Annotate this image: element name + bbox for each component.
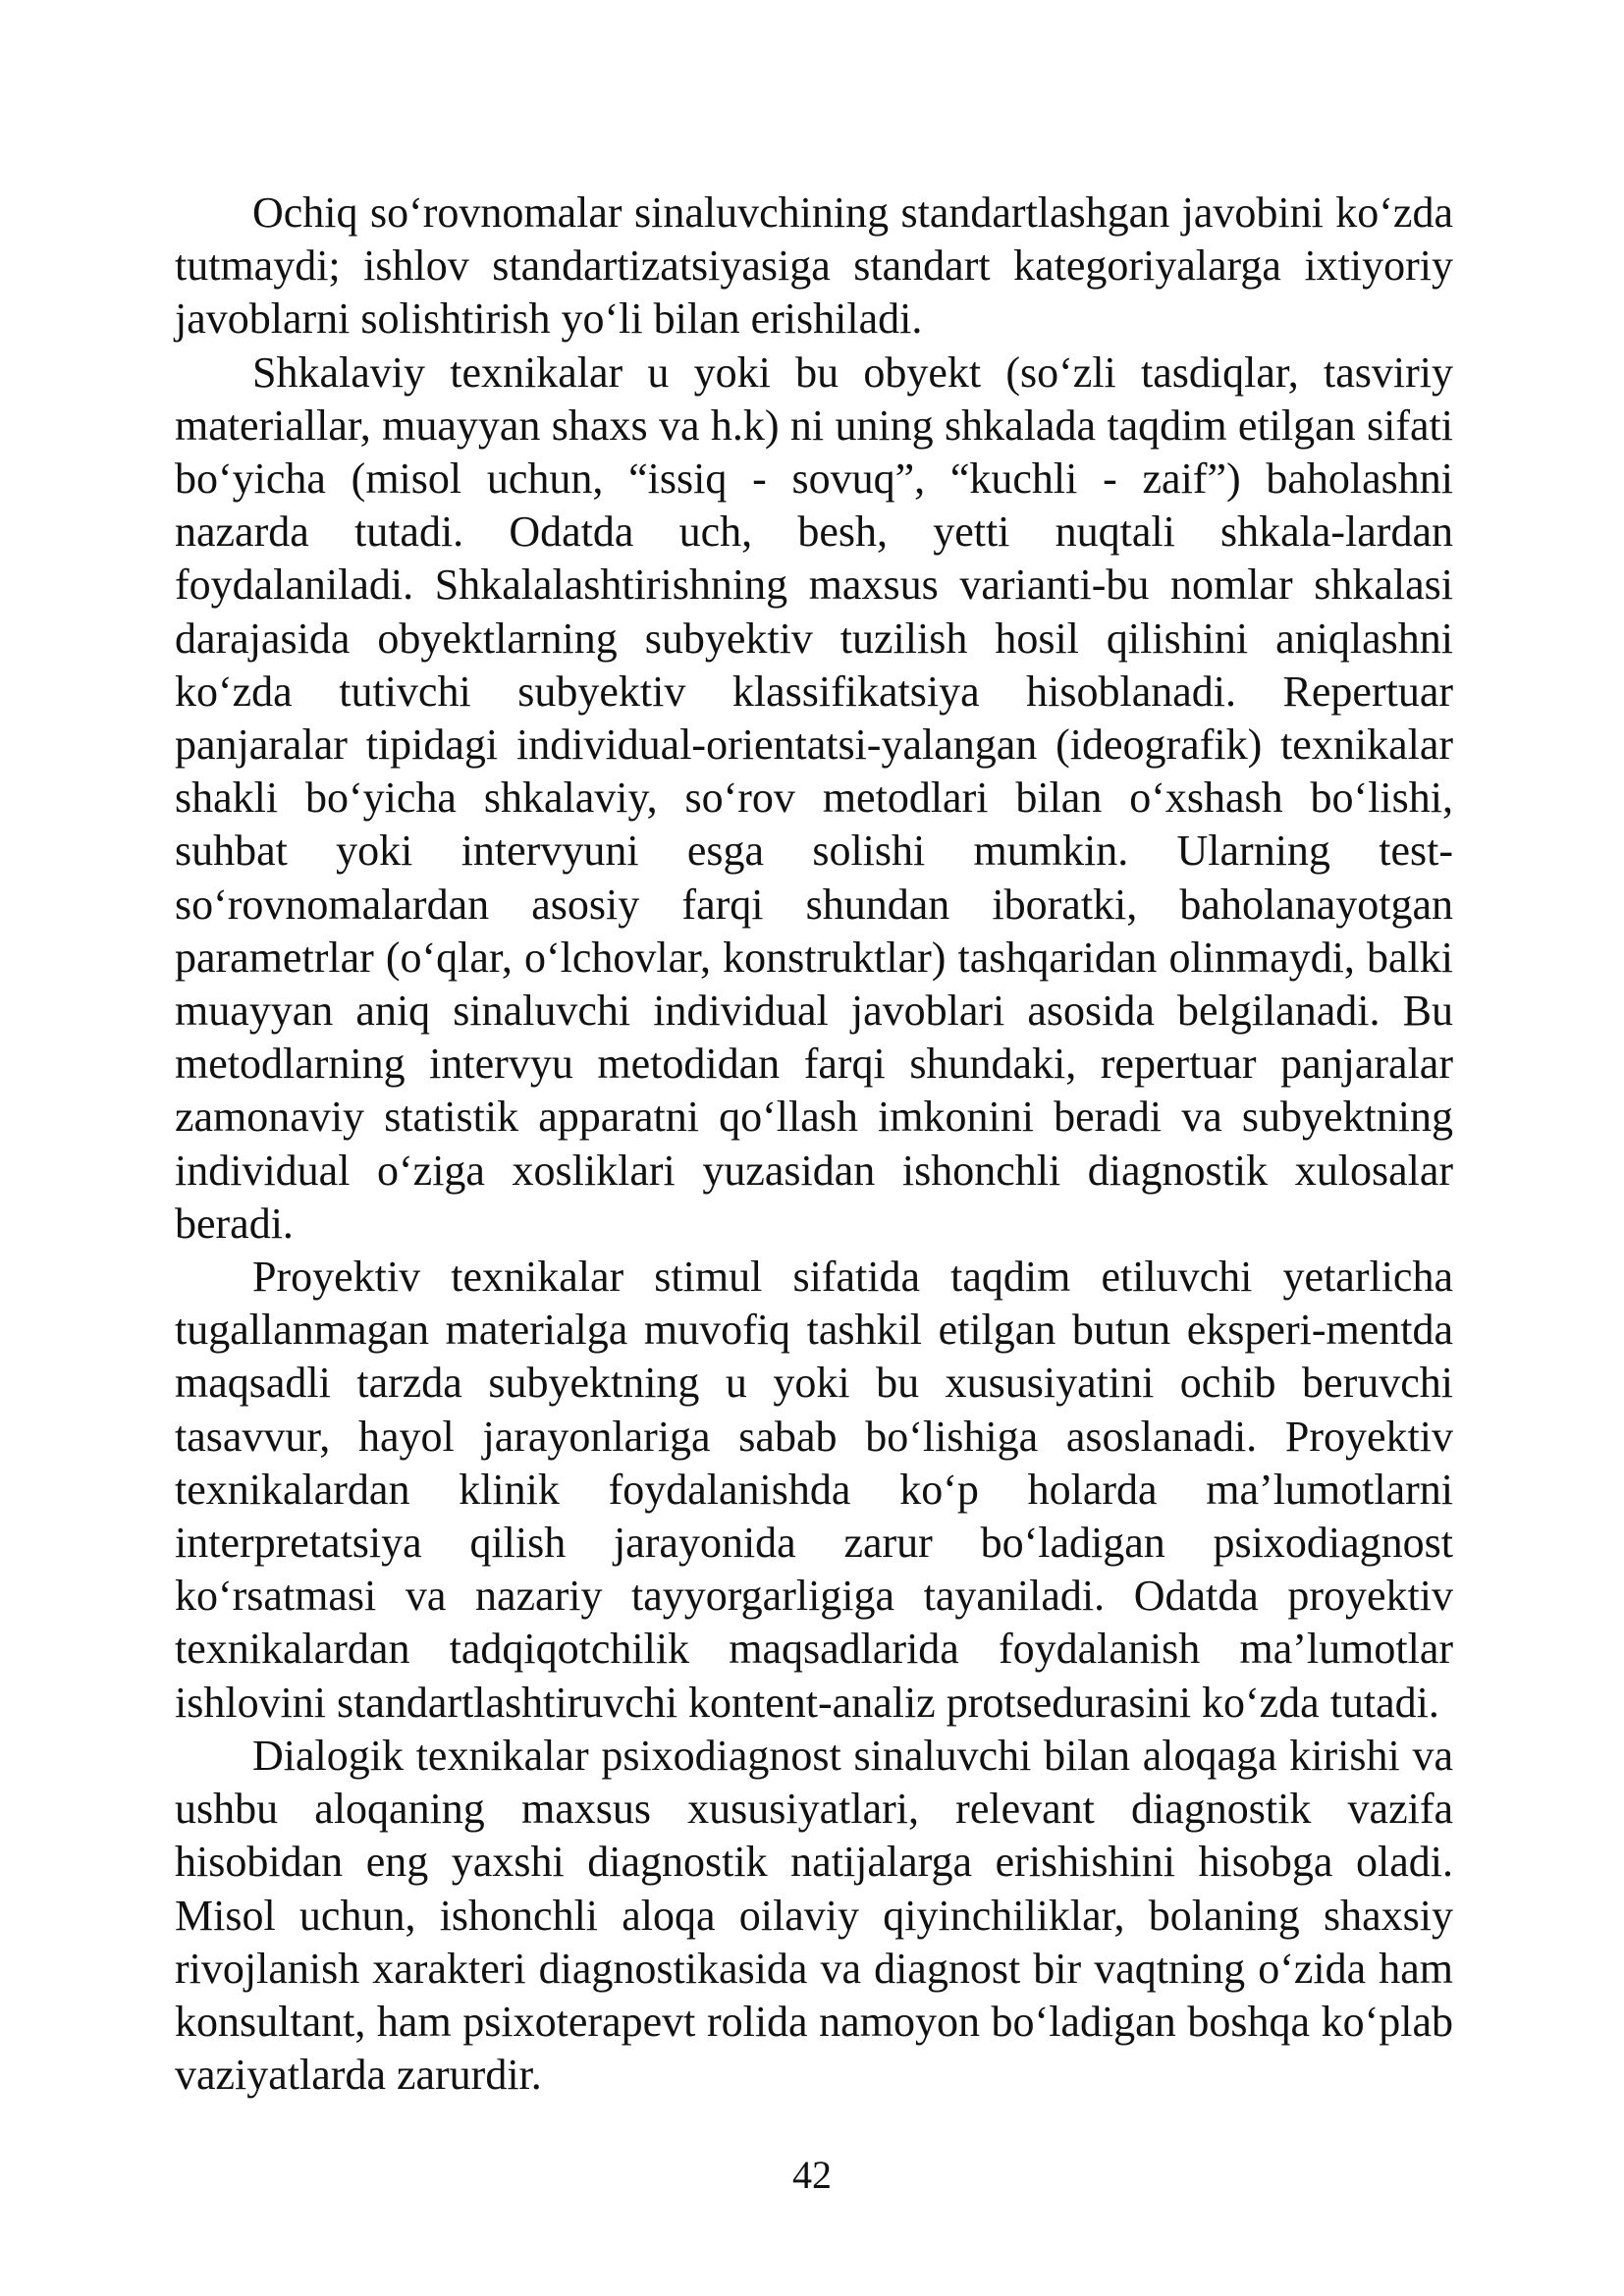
- paragraph-scale-techniques: Shkalaviy texnikalar u yoki bu obyekt (so‘zli tasdiqlar, tasviriy materiallar, muayyan shaxs va h.k) ni uning shkalada taqdim etilgan sifati bo‘yicha (misol uchun, “issiq - sovuq”, “kuchli - zaif”) baholashni nazarda tutadi. Odatda uch, besh, yetti nuqtali shkala-lardan foydalaniladi. Shkalalashtirishning maxsus varianti-bu nomlar shkalasi darajasida obyektlarning subyektiv tuzilish hosil qilishini aniqlashni ko‘zda tutivchi subyektiv klassifikatsiya hisoblanadi. Repertuar panjaralar tipidagi individual-orientatsi-yalangan (ideografik) texnikalar shakli bo‘yicha shkalaviy, so‘rov metodlari bilan o‘xshash bo‘lishi, suhbat yoki intervyuni esga solishi mumkin. Ularning test-so‘rovnomalardan asosiy farqi shundan iboratki, baholanayotgan parametrlar (o‘qlar, o‘lchovlar, konstruktlar) tashqaridan olinmaydi, balki muayyan aniq sinaluvchi individual javoblari asosida belgilanadi. Bu metodlarning intervyu metodidan farqi shundaki, repertuar panjaralar zamonaviy statistik apparatni qo‘llash imkonini beradi va subyektning individual o‘ziga xosliklari yuzasidan ishonchli diagnostik xulosalar beradi.: [175, 347, 1453, 1248]
- paragraph-projective-techniques: Proyektiv texnikalar stimul sifatida taqdim etiluvchi yetarlicha tugallanmagan materialga muvofiq tashkil etilgan butun eksperi-mentda maqsadli tarzda subyektning u yoki bu xususiyatini ochib beruvchi tasavvur, hayol jarayonlariga sabab bo‘lishiga asoslanadi. Proyektiv texnikalardan klinik foydalanishda ko‘p holarda ma’lumotlarni interpretatsiya qilish jarayonida zarur bo‘ladigan psixodiagnost ko‘rsatmasi va nazariy tayyorgarligiga tayaniladi. Odatda proyektiv texnikalardan tadqiqotchilik maqsadlarida foydalanish ma’lumotlar ishlovini standartlashtiruvchi kontent-analiz protsedurasini ko‘zda tutadi.: [175, 1253, 1453, 1727]
- page-number: 42: [792, 2153, 832, 2197]
- body-text: [175, 187, 1453, 2102]
- paragraph-dialogic-techniques: Dialogik texnikalar psixodiagnost sinaluvchi bilan aloqaga kirishi va ushbu aloqaning maxsus xususiyatlari, relevant diagnostik vazifa hisobidan eng yaxshi diagnostik natijalarga erishishini hisobga oladi. Misol uchun, ishonchli aloqa oilaviy qiyinchiliklar, bolaning shaxsiy rivojlanish xarakteri diagnostikasida va diagnost bir vaqtning o‘zida ham konsultant, ham psixoterapevt rolida namoyon bo‘ladigan boshqa ko‘plab vaziyatlarda zarurdir.: [175, 1731, 1453, 2100]
- paragraph-open-questionnaires: Ochiq so‘rovnomalar sinaluvchining standartlashgan javobini ko‘zda tutmaydi; ishlov standartizatsiyasiga standart kategoriyalarga ixtiyoriy javoblarni solishtirish yo‘li bilan erishiladi.: [175, 188, 1453, 344]
